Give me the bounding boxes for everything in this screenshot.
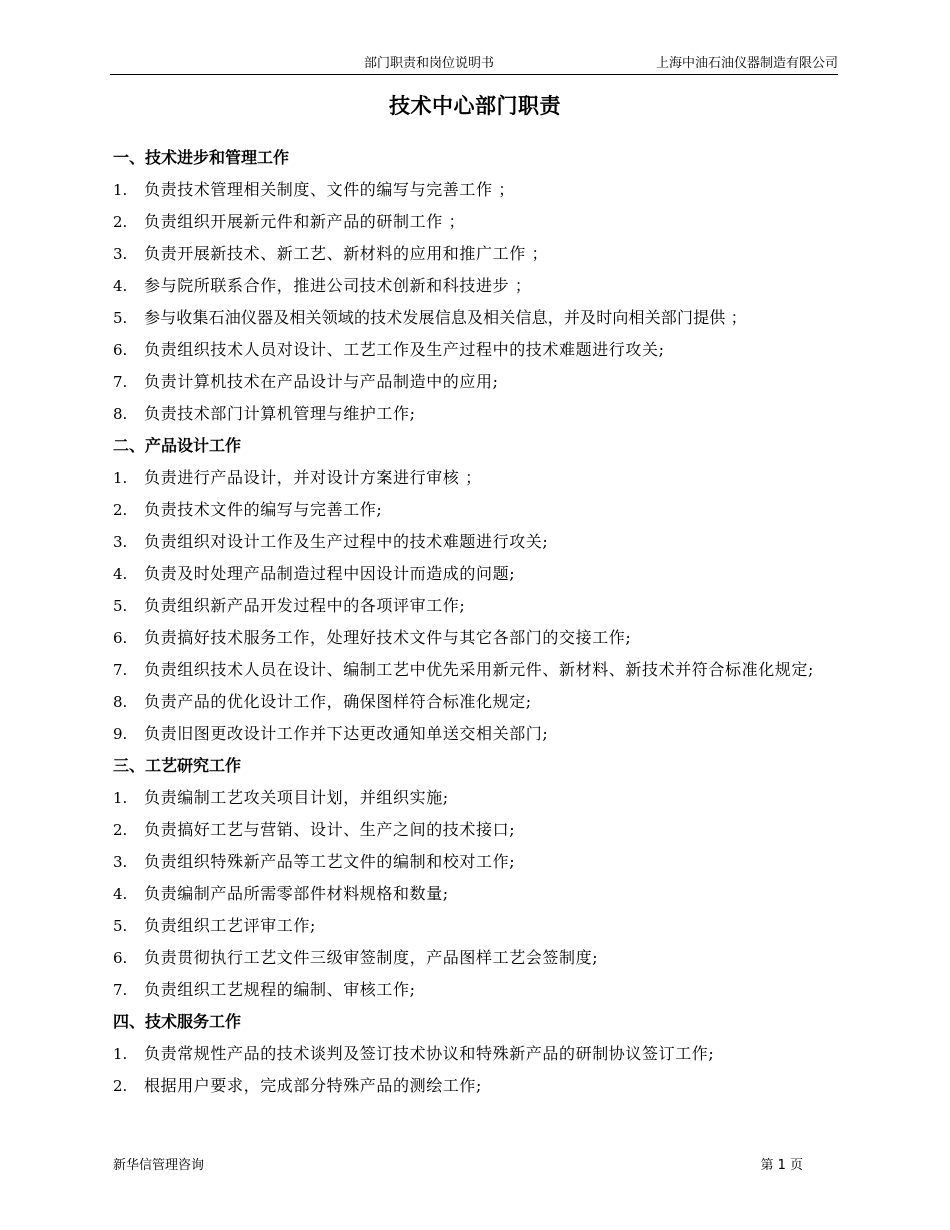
list-item bbox=[113, 366, 843, 398]
list-item bbox=[113, 206, 843, 238]
item-text: 负责计算机技术在产品设计与产品制造中的应用; bbox=[144, 372, 499, 391]
item-text: 负责组织工艺规程的编制、审核工作; bbox=[144, 980, 416, 999]
item-number: 6. bbox=[113, 629, 128, 647]
item-number: 6. bbox=[113, 949, 128, 967]
item-text: 参与收集石油仪器及相关领域的技术发展信息及相关信息，并及时向相关部门提供 ； bbox=[144, 308, 747, 327]
item-number: 5. bbox=[113, 309, 128, 327]
header-company: 上海中油石油仪器制造有限公司 bbox=[655, 56, 838, 71]
item-number: 6. bbox=[113, 341, 128, 359]
page-number: 第 1 页 bbox=[760, 1158, 803, 1173]
footer-company: 新华信管理咨询 bbox=[113, 1158, 205, 1173]
item-number: 1. bbox=[113, 181, 128, 199]
list-item bbox=[113, 878, 843, 910]
section-heading: 三、工艺研究工作 bbox=[113, 756, 242, 775]
item-text: 负责贯彻执行工艺文件三级审签制度，产品图样工艺会签制度; bbox=[144, 948, 599, 967]
list-item bbox=[113, 526, 843, 558]
item-text: 负责组织新产品开发过程中的各项评审工作; bbox=[144, 596, 466, 615]
item-text: 根据用户要求，完成部分特殊产品的测绘工作; bbox=[144, 1076, 482, 1095]
item-text: 负责开展新技术、新工艺、新材料的应用和推广工作 ； bbox=[144, 244, 549, 263]
list-item bbox=[113, 398, 843, 430]
list-item bbox=[113, 718, 843, 750]
item-number: 5. bbox=[113, 597, 128, 615]
header-doc-name: 部门职责和岗位说明书 bbox=[364, 56, 495, 71]
list-item bbox=[113, 462, 843, 494]
item-text: 负责搞好工艺与营销、设计、生产之间的技术接口; bbox=[144, 820, 516, 839]
item-text: 负责组织技术人员对设计、工艺工作及生产过程中的技术难题进行攻关; bbox=[144, 340, 665, 359]
section-heading: 二、产品设计工作 bbox=[113, 436, 242, 455]
list-item bbox=[113, 238, 843, 270]
list-item bbox=[113, 270, 843, 302]
section-heading: 四、技术服务工作 bbox=[113, 1012, 242, 1031]
list-item bbox=[113, 558, 843, 590]
item-number: 7. bbox=[113, 373, 128, 391]
item-number: 9. bbox=[113, 725, 128, 743]
item-text: 负责组织技术人员在设计、编制工艺中优先采用新元件、新材料、新技术并符合标准化规定; bbox=[144, 660, 814, 679]
item-number: 4. bbox=[113, 565, 128, 583]
item-number: 8. bbox=[113, 405, 128, 423]
list-item bbox=[113, 846, 843, 878]
document-title: 技术中心部门职责 bbox=[389, 93, 561, 118]
list-item bbox=[113, 302, 843, 334]
item-text: 负责组织特殊新产品等工艺文件的编制和校对工作; bbox=[144, 852, 516, 871]
item-number: 4. bbox=[113, 885, 128, 903]
item-text: 负责旧图更改设计工作并下达更改通知单送交相关部门; bbox=[144, 724, 549, 743]
item-text: 负责搞好技术服务工作，处理好技术文件与其它各部门的交接工作; bbox=[144, 628, 632, 647]
list-item bbox=[113, 814, 843, 846]
item-text: 参与院所联系合作，推进公司技术创新和科技进步 ； bbox=[144, 276, 532, 295]
item-text: 负责常规性产品的技术谈判及签订技术协议和特殊新产品的研制协议签订工作; bbox=[144, 1044, 715, 1063]
item-number: 1. bbox=[113, 469, 128, 487]
item-number: 3. bbox=[113, 533, 128, 551]
item-text: 负责及时处理产品制造过程中因设计而造成的问题; bbox=[144, 564, 516, 583]
item-number: 5. bbox=[113, 917, 128, 935]
list-item bbox=[113, 334, 843, 366]
item-number: 8. bbox=[113, 693, 128, 711]
list-item bbox=[113, 1070, 843, 1102]
item-text: 负责技术文件的编写与完善工作; bbox=[144, 500, 383, 519]
item-number: 1. bbox=[113, 1045, 128, 1063]
item-number: 3. bbox=[113, 853, 128, 871]
item-number: 2. bbox=[113, 1077, 128, 1095]
item-text: 负责组织开展新元件和新产品的研制工作 ； bbox=[144, 212, 466, 231]
list-item bbox=[113, 974, 843, 1006]
list-item bbox=[113, 686, 843, 718]
item-number: 7. bbox=[113, 661, 128, 679]
item-text: 负责编制工艺攻关项目计划，并组织实施; bbox=[144, 788, 449, 807]
item-number: 4. bbox=[113, 277, 128, 295]
item-text: 负责组织对设计工作及生产过程中的技术难题进行攻关; bbox=[144, 532, 549, 551]
item-number: 2. bbox=[113, 501, 128, 519]
list-item bbox=[113, 782, 843, 814]
item-text: 负责技术管理相关制度、文件的编写与完善工作 ； bbox=[144, 180, 515, 199]
item-text: 负责编制产品所需零部件材料规格和数量; bbox=[144, 884, 449, 903]
page-header bbox=[110, 56, 838, 75]
list-item bbox=[113, 1038, 843, 1070]
section-heading: 一、技术进步和管理工作 bbox=[113, 148, 290, 167]
list-item bbox=[113, 654, 843, 686]
list-item bbox=[113, 942, 843, 974]
item-number: 3. bbox=[113, 245, 128, 263]
item-number: 2. bbox=[113, 821, 128, 839]
list-item bbox=[113, 590, 843, 622]
item-text: 负责技术部门计算机管理与维护工作; bbox=[144, 404, 416, 423]
item-number: 1. bbox=[113, 789, 128, 807]
list-item bbox=[113, 174, 843, 206]
list-item bbox=[113, 494, 843, 526]
document-body bbox=[113, 142, 843, 1102]
item-text: 负责组织工艺评审工作; bbox=[144, 916, 316, 935]
item-text: 负责产品的优化设计工作，确保图样符合标准化规定; bbox=[144, 692, 532, 711]
list-item bbox=[113, 910, 843, 942]
item-number: 2. bbox=[113, 213, 128, 231]
item-text: 负责进行产品设计，并对设计方案进行审核 ； bbox=[144, 468, 482, 487]
item-number: 7. bbox=[113, 981, 128, 999]
list-item bbox=[113, 622, 843, 654]
